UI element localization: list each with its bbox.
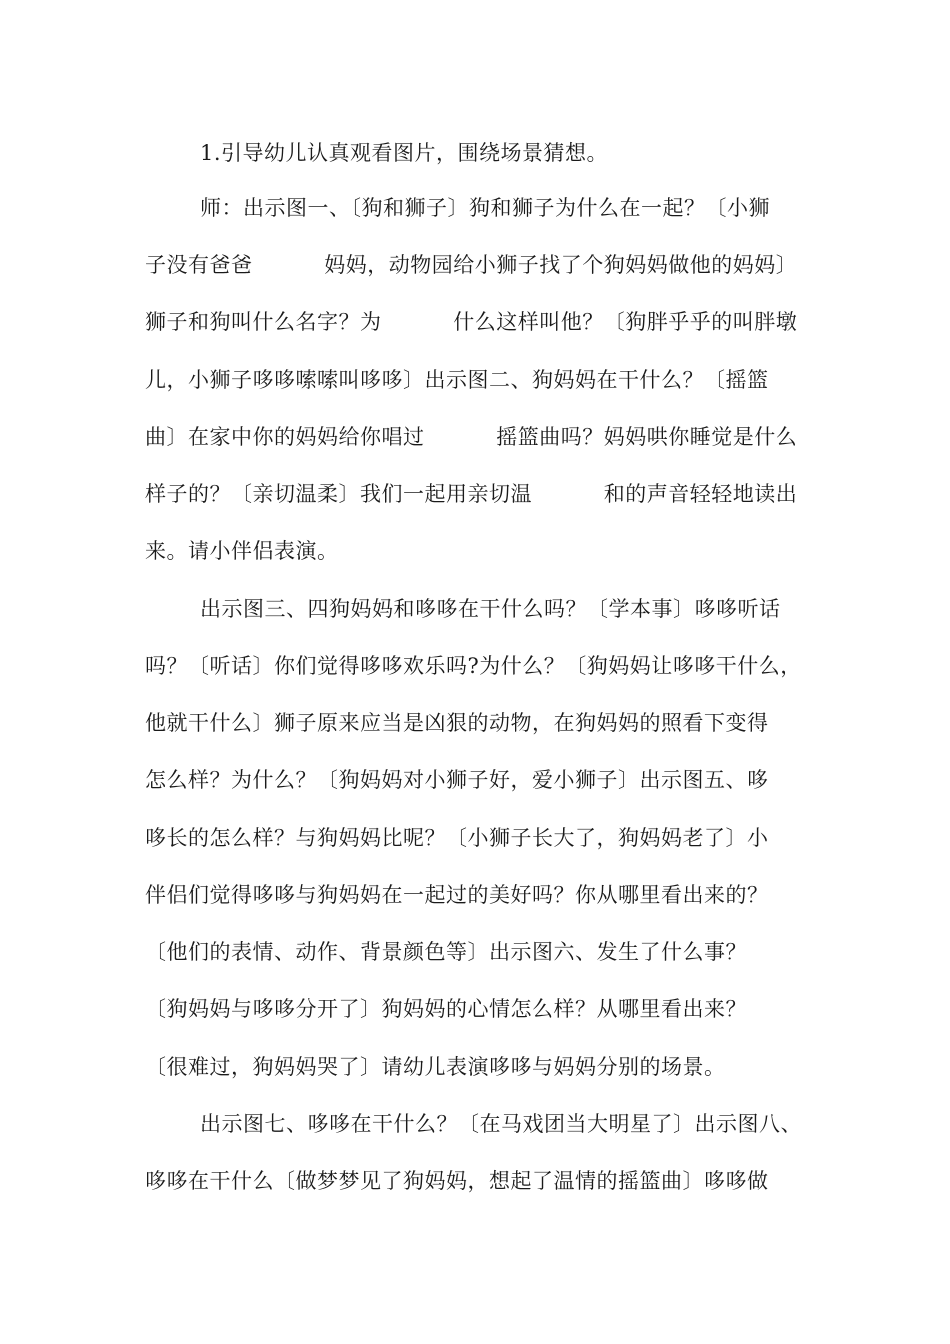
text-line-10: 吗？〔听话〕你们觉得哆哆欢乐吗?为什么？〔狗妈妈让哆哆干什么， — [145, 654, 802, 678]
text-line-16: 〔狗妈妈与哆哆分开了〕狗妈妈的心情怎么样？从哪里看出来？ — [145, 997, 747, 1021]
text-line-18: 出示图七、哆哆在干什么？〔在马戏团当大明星了〕出示图八、 — [200, 1112, 802, 1136]
text-line-3: 子没有爸爸 妈妈，动物园给小狮子找了个狗妈妈做他的妈妈〕 — [145, 253, 798, 277]
text-line-12: 怎么样？为什么？〔狗妈妈对小狮子好，爱小狮子〕出示图五、哆 — [145, 768, 769, 792]
text-line-1: 1.引导幼儿认真观看图片，围绕场景猜想。 — [200, 141, 609, 165]
text-line-2: 师：出示图一、〔狗和狮子〕狗和狮子为什么在一起？〔小狮 — [200, 196, 770, 220]
text-line-14: 伴侣们觉得哆哆与狗妈妈在一起过的美好吗？你从哪里看出来的？ — [145, 883, 769, 907]
text-line-15: 〔他们的表情、动作、背景颜色等〕出示图六、发生了什么事？ — [145, 940, 747, 964]
text-line-5: 儿，小狮子哆哆嗦嗦叫哆哆〕出示图二、狗妈妈在干什么？〔摇篮 — [145, 368, 769, 392]
text-line-11: 他就干什么〕狮子原来应当是凶狠的动物，在狗妈妈的照看下变得 — [145, 711, 769, 735]
text-line-13: 哆长的怎么样？与狗妈妈比呢？〔小狮子长大了，狗妈妈老了〕小 — [145, 826, 769, 850]
text-line-6: 曲〕在家中你的妈妈给你唱过 摇篮曲吗？妈妈哄你睡觉是什么 — [145, 425, 798, 449]
text-line-17: 〔很难过，狗妈妈哭了〕请幼儿表演哆哆与妈妈分别的场景。 — [145, 1055, 726, 1079]
text-line-19: 哆哆在干什么〔做梦梦见了狗妈妈，想起了温情的摇篮曲〕哆哆做 — [145, 1169, 769, 1193]
text-line-7: 样子的？〔亲切温柔〕我们一起用亲切温 和的声音轻轻地读出 — [145, 482, 798, 506]
text-line-8: 来。请小伴侣表演。 — [145, 539, 339, 563]
text-line-4: 狮子和狗叫什么名字？为 什么这样叫他？〔狗胖乎乎的叫胖墩 — [145, 310, 798, 334]
text-line-9: 出示图三、四狗妈妈和哆哆在干什么吗？〔学本事〕哆哆听话 — [200, 597, 781, 621]
